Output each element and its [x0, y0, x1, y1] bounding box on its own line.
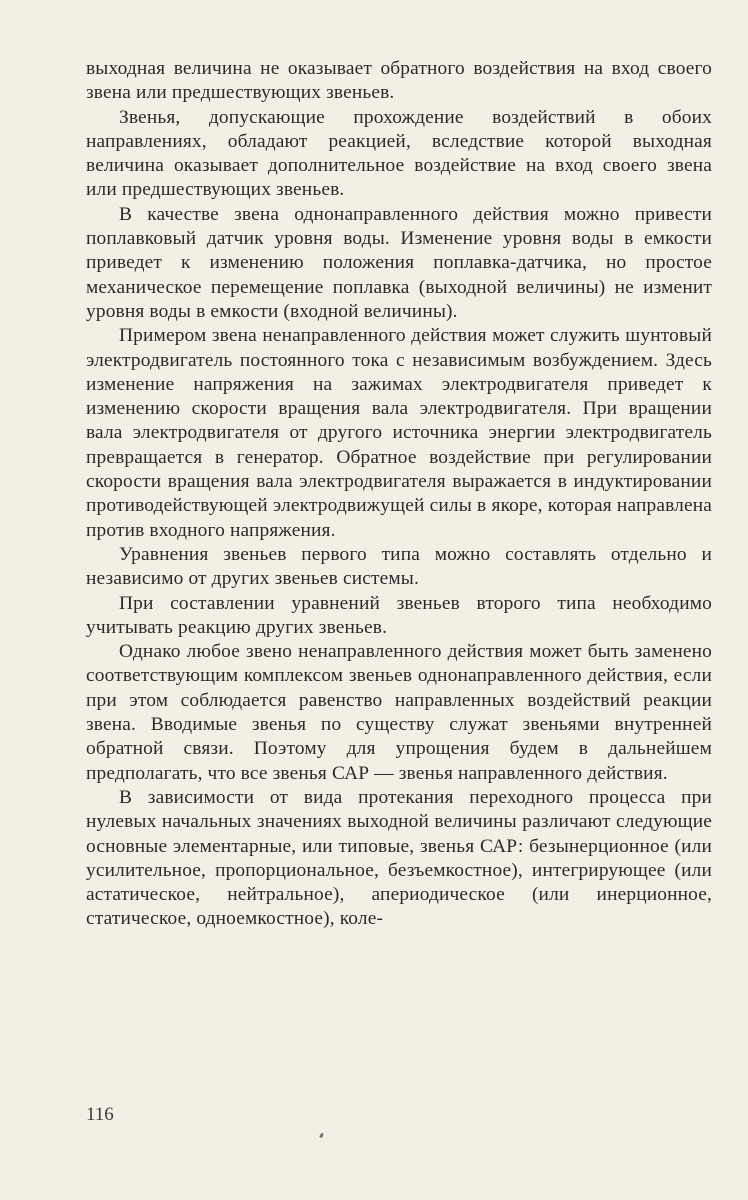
- paragraph-reaction-links: Звенья, допускающие прохождение воздействий в обоих направлениях, обладают реакцией, вследствие которой выходная величина оказывает дополнительное воздействие на вход своего звена или предшествующих звеньев.: [86, 106, 712, 201]
- paragraph-second-type-equations: При составлении уравнений звеньев второго типа необходимо учитывать реакцию других звеньев.: [86, 592, 712, 638]
- print-speck: [319, 1133, 324, 1139]
- paragraph-float-sensor: В качестве звена однонаправленного действия можно привести поплавковый датчик уровня воды. Изменение уровня воды в емкости приведет к изменению положения поплавка-датчика, но простое механическое перемещение поплавка (выходной величины) не изменит уровня воды в емкости (входной величины).: [86, 203, 712, 322]
- paragraph-continuation: выходная величина не оказывает обратного воздействия на вход своего звена или предшествующих звеньев.: [86, 58, 712, 104]
- body-text: [86, 57, 712, 932]
- paragraph-replacement: Однако любое звено ненаправленного действия может быть заменено соответствующим комплексом звеньев однонаправленного действия, если при этом соблюдается равенство направленных воздействий реакции звена. Вводимые звенья по существу служат звеньями внутренней обратной связи. Поэтому для упрощения будем в дальнейшем предполагать, что все звенья САР — звенья направленного действия.: [86, 641, 712, 784]
- page-number: 116: [86, 1104, 114, 1125]
- paragraph-typical-links: В зависимости от вида протекания переходного процесса при нулевых начальных значениях выходной величины различают следующие основные элементарные, или типовые, звенья САР: безынерционное (или усилительное, пропорциональное, безъемкостное), интегрирующее (или астатическое, нейтральное), апериодическое (или инерционное, статическое, одноемкостное), коле-: [86, 786, 712, 930]
- paragraph-shunt-motor: Примером звена ненаправленного действия может служить шунтовый электродвигатель постоянного тока с независимым возбуждением. Здесь изменение напряжения на зажимах электродвигателя приведет к изменению скорости вращения вала электродвигателя. При вращении вала электродвигателя от другого источника энергии электродвигатель превращается в генератор. Обратное воздействие при регулировании скорости вращения вала электродвигателя выражается в индуктировании противодействующей электродвижущей силы в якоре, которая направлена против входного напряжения.: [86, 325, 712, 541]
- paragraph-first-type-equations: Уравнения звеньев первого типа можно составлять отдельно и независимо от других звеньев системы.: [86, 543, 712, 590]
